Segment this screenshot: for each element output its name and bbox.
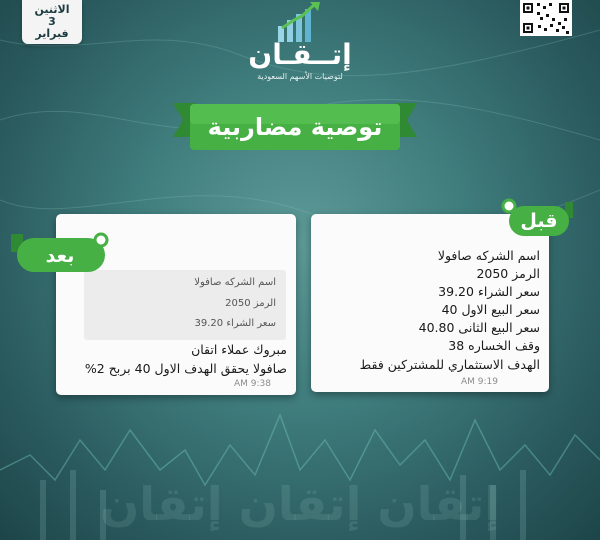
quoted-line: اسم الشركه صافولا — [194, 277, 276, 288]
before-line: الرمز 2050 — [476, 266, 540, 281]
quoted-line: سعر الشراء 39.20 — [194, 318, 276, 329]
before-timestamp: 9:19 AM — [461, 377, 499, 387]
before-line: الهدف الاستثماري للمشتركين فقط — [359, 357, 540, 372]
date-badge — [22, 0, 82, 44]
brand-name: إتــقـان — [248, 38, 352, 71]
growth-bars-icon — [272, 0, 328, 42]
before-line: وقف الخساره 38 — [448, 338, 540, 353]
svg-text:إتقان إتقان إتقان: إتقان إتقان إتقان — [99, 477, 501, 531]
before-line: اسم الشركه صافولا — [437, 248, 540, 263]
before-line: سعر الشراء 39.20 — [438, 284, 540, 299]
quoted-message — [84, 270, 286, 340]
qr-code-icon — [520, 0, 572, 36]
after-tag-label: بعد — [45, 245, 75, 267]
brand-tagline: لتوصيات الأسهم السعودية — [257, 72, 343, 81]
date-day: الاثنين — [34, 3, 70, 16]
page-title: توصية مضاربية — [207, 113, 383, 141]
quoted-line: الرمز 2050 — [225, 298, 276, 309]
before-line: سعر البيع الثانى 40.80 — [418, 320, 540, 335]
date-number: 3 — [48, 15, 56, 28]
date-month: فبراير — [35, 27, 69, 40]
before-tag-label: قبل — [520, 210, 558, 232]
before-line: سعر البيع الاول 40 — [441, 302, 540, 317]
after-timestamp: 9:38 AM — [234, 379, 272, 389]
after-line: صافولا يحقق الهدف الاول 40 بربح 2% — [84, 361, 287, 376]
after-line: مبروك عملاء اتقان — [191, 342, 287, 357]
brand-logo — [230, 0, 370, 85]
